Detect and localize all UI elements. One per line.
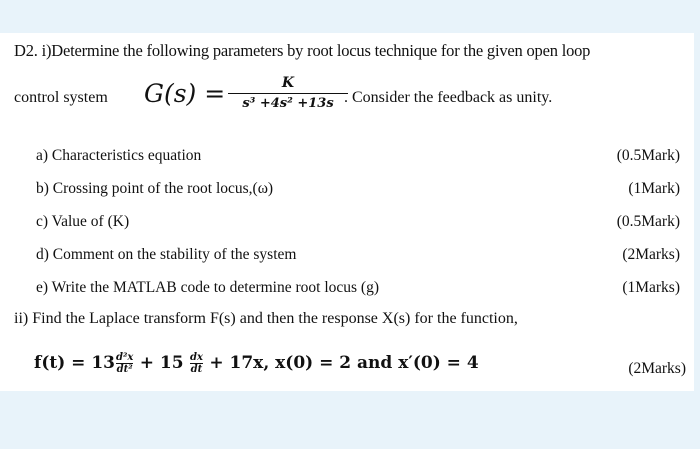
d2-numerator: d²x [116,352,134,363]
differential-equation [34,352,479,375]
d2-denominator: dt² [116,364,133,375]
part-c-label: c) Value of (K) [36,213,130,230]
equation-lhs: f(t) = 13 [34,353,115,373]
transfer-function-symbol [144,79,225,108]
first-derivative [190,352,203,375]
part-two-marks: (2Marks) [628,360,686,377]
transfer-function-fraction [228,75,348,111]
part-c-marks: (0.5Mark) [616,213,680,230]
system-prefix: control system [14,89,108,106]
equals-sign: = [204,79,226,108]
tf-denominator: s³ +4s² +13s [242,96,334,112]
d1-denominator: dt [190,364,203,375]
question-heading: D2. i)Determine the following parameters by root locus technique for the given open loop [14,41,591,60]
part-a-label: a) Characteristics equation [36,147,202,164]
tf-numerator: K [281,75,295,91]
part-d-marks: (2Marks) [622,246,680,263]
second-derivative [116,352,133,375]
part-e-label: e) Write the MATLAB code to determine root locus (g) [36,279,380,296]
question-sheet [0,33,694,391]
equation-rest: + 17x, x(0) = 2 and x′(0) = 4 [209,353,479,373]
fraction-bar [228,93,348,94]
d1-numerator: dx [189,352,203,363]
g-symbol: G(s) [144,79,197,108]
part-b-label: b) Crossing point of the root locus,(ω) [36,180,274,197]
plus-fifteen: + 15 [139,353,184,373]
part-d-label: d) Comment on the stability of the system [36,246,297,263]
system-suffix: . Consider the feedback as unity. [344,89,553,106]
part-two-text: ii) Find the Laplace transform F(s) and then the response X(s) for the function, [14,310,518,327]
part-b-marks: (1Mark) [628,180,680,197]
part-a-marks: (0.5Mark) [616,147,680,164]
part-e-marks: (1Marks) [622,279,680,296]
